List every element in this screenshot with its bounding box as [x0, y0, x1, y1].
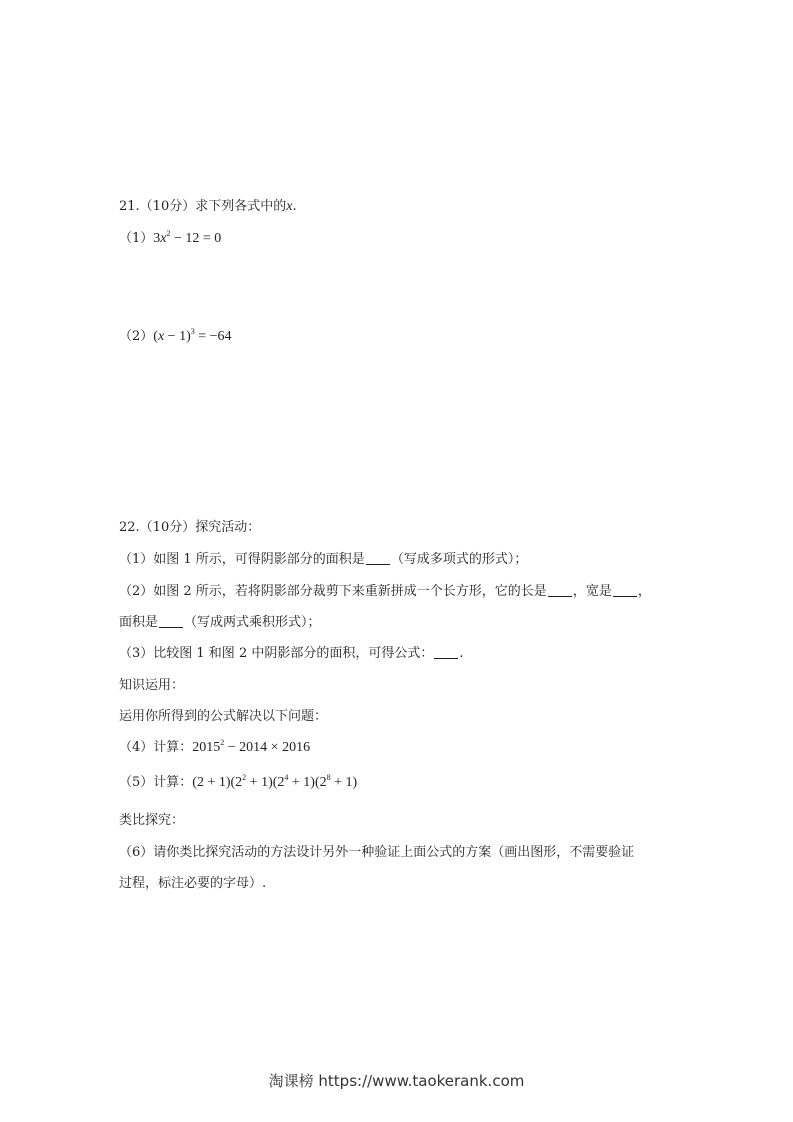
- q22-step3: （3）比较图 1 和图 2 中阴影部分的面积，可得公式： .: [119, 646, 464, 661]
- footer-watermark: 淘课榜 https://www.taokerank.com: [268, 1072, 525, 1090]
- answer-blank: [366, 552, 390, 565]
- knowledge-intro: 运用你所得到的公式解决以下问题：: [119, 709, 328, 724]
- equation-2: $(x - 1)^3 = -64$: [153, 327, 232, 344]
- knowledge-heading: 知识运用：: [119, 678, 185, 693]
- expression-4: $2015^2 - 2014 \times 2016$: [192, 738, 311, 755]
- answer-blank: [613, 584, 637, 597]
- analogy-heading: 类比探究：: [119, 813, 185, 828]
- answer-blank: [548, 584, 572, 597]
- q22-step5: （5）计算：$(2 + 1)(2^2 + 1)(2^4 + 1)(2^8 + 1)$: [119, 773, 358, 790]
- q21-heading: 21.（10分）求下列各式中的x.: [119, 199, 297, 214]
- q22-heading: 22.（10分）探究活动：: [119, 520, 261, 535]
- q22-step2-cont: 面积是 （写成两式乘积形式）；: [119, 615, 321, 630]
- q21-part2: $(2)(x - 1)^3 = -64$: [119, 327, 232, 344]
- expression-5: $(2 + 1)(2^2 + 1)(2^4 + 1)(2^8 + 1)$: [192, 773, 358, 790]
- q22-step4: （4）计算：$2015^2 - 2014 \times 2016$: [119, 738, 311, 755]
- q22-step6-cont: 过程，标注必要的字母）.: [119, 876, 267, 891]
- q22-step6: （6）请你类比探究活动的方法设计另外一种验证上面公式的方案（画出图形，不需要验证: [119, 845, 635, 860]
- equation-1: $3x^2 - 12 = 0$: [153, 229, 222, 246]
- q22-step2: （2）如图 2 所示，若将阴影部分裁剪下来重新拼成一个长方形，它的长是 ，宽是 ，: [119, 584, 651, 599]
- answer-blank: [434, 646, 458, 659]
- answer-blank: [159, 615, 183, 628]
- q22-step1: （1）如图 1 所示，可得阴影部分的面积是 （写成多项式的形式）；: [119, 552, 528, 567]
- q21-part1: $(1)3x^2 - 12 = 0$: [119, 229, 222, 246]
